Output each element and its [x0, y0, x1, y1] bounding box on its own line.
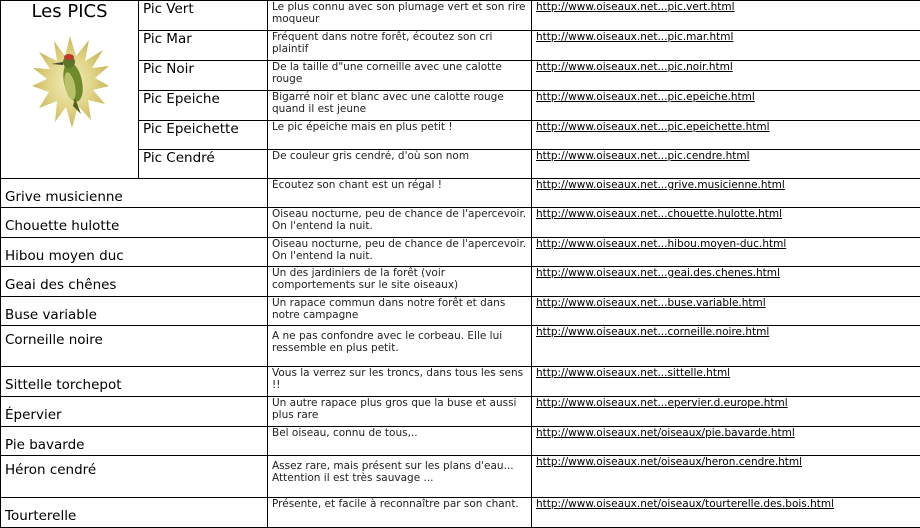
link-pic-epeiche[interactable]: http://www.oiseaux.net...pic.epeiche.html — [536, 91, 755, 103]
link-pie[interactable]: http://www.oiseaux.net/oiseaux/pie.bavarde.html — [536, 427, 795, 439]
bird-name-pic-epeichette: Pic Epeichette — [139, 121, 268, 150]
bird-desc-epervier: Un autre rapace plus gros que la buse et aussi plus rare — [268, 397, 532, 427]
table-row — [1, 1, 920, 31]
pics-title-cell — [1, 1, 139, 179]
table-row — [1, 91, 920, 121]
bird-desc-hibou: Oiseau nocturne, peu de chance de l'apercevoir. On l'entend la nuit. — [268, 238, 532, 267]
table-row — [1, 456, 920, 498]
link-geai[interactable]: http://www.oiseaux.net...geai.des.chenes.html — [536, 267, 780, 279]
table-row — [1, 297, 920, 326]
bird-name-buse: Buse variable — [1, 297, 268, 326]
bird-name-pic-mar: Pic Mar — [139, 31, 268, 61]
bird-desc-pic-cendre: De couleur gris cendré, d'où son nom — [268, 150, 532, 179]
bird-desc-buse: Un rapace commun dans notre forêt et dans notre campagne — [268, 297, 532, 326]
table-row — [1, 121, 920, 150]
bird-name-pic-cendre: Pic Cendré — [139, 150, 268, 179]
bird-desc-pic-epeiche: Bigarré noir et blanc avec une calotte rouge quand il est jeune — [268, 91, 532, 121]
table-row — [1, 31, 920, 61]
bird-name-pie: Pie bavarde — [1, 427, 268, 456]
link-chouette[interactable]: http://www.oiseaux.net...chouette.hulotte.html — [536, 208, 783, 220]
bird-name-geai: Geai des chênes — [1, 267, 268, 297]
bird-name-hibou: Hibou moyen duc — [1, 238, 268, 267]
bird-name-pic-epeiche: Pic Epeiche — [139, 91, 268, 121]
bird-desc-corneille: A ne pas confondre avec le corbeau. Elle lui ressemble en plus petit. — [268, 326, 532, 367]
link-grive[interactable]: http://www.oiseaux.net...grive.musicienne.html — [536, 179, 785, 191]
bird-name-epervier: Épervier — [1, 397, 268, 427]
bird-desc-pie: Bel oiseau, connu de tous,.. — [268, 427, 532, 456]
bird-name-heron: Héron cendré — [1, 456, 268, 498]
link-heron[interactable]: http://www.oiseaux.net/oiseaux/heron.cendre.html — [536, 456, 803, 468]
bird-desc-pic-epeichette: Le pic épeiche mais en plus petit ! — [268, 121, 532, 150]
table-row — [1, 150, 920, 179]
bird-desc-pic-vert: Le plus connu avec son plumage vert et son rire moqueur — [268, 1, 532, 31]
link-pic-epeichette[interactable]: http://www.oiseaux.net...pic.epeichette.html — [536, 121, 770, 133]
section-title: Les PICS — [31, 1, 108, 22]
link-sittelle[interactable]: http://www.oiseaux.net...sittelle.html — [536, 367, 731, 379]
bird-name-grive: Grive musicienne — [1, 179, 268, 208]
link-pic-mar[interactable]: http://www.oiseaux.net...pic.mar.html — [536, 31, 734, 43]
table-row — [1, 367, 920, 397]
link-hibou[interactable]: http://www.oiseaux.net...hibou.moyen-duc.html — [536, 238, 787, 250]
bird-desc-grive: Écoutez son chant est un régal ! — [268, 179, 532, 208]
bird-name-pic-noir: Pic Noir — [139, 61, 268, 91]
woodpecker-image — [29, 34, 111, 130]
table-row — [1, 208, 920, 238]
table-row — [1, 267, 920, 297]
bird-name-chouette: Chouette hulotte — [1, 208, 268, 238]
link-pic-vert[interactable]: http://www.oiseaux.net...pic.vert.html — [536, 1, 735, 13]
bird-name-tourterelle: Tourterelle — [1, 498, 268, 528]
table-row — [1, 61, 920, 91]
link-corneille[interactable]: http://www.oiseaux.net...corneille.noire.html — [536, 326, 770, 338]
bird-name-sittelle: Sittelle torchepot — [1, 367, 268, 397]
bird-desc-sittelle: Vous la verrez sur les troncs, dans tous les sens !! — [268, 367, 532, 397]
bird-desc-heron: Assez rare, mais présent sur les plans d'eau... Attention il est très sauvage ... — [268, 456, 532, 498]
bird-desc-geai: Un des jardiniers de la forêt (voir comportements sur le site oiseaux) — [268, 267, 532, 297]
table-row — [1, 179, 920, 208]
link-buse[interactable]: http://www.oiseaux.net...buse.variable.html — [536, 297, 766, 309]
bird-desc-tourterelle: Présente, et facile à reconnaître par son chant. — [268, 498, 532, 528]
table-row — [1, 498, 920, 528]
bird-name-pic-vert: Pic Vert — [139, 1, 268, 31]
bird-desc-pic-noir: De la taille d"une corneille avec une calotte rouge — [268, 61, 532, 91]
link-pic-noir[interactable]: http://www.oiseaux.net...pic.noir.html — [536, 61, 733, 73]
link-epervier[interactable]: http://www.oiseaux.net...epervier.d.europe.html — [536, 397, 788, 409]
bird-name-corneille: Corneille noire — [1, 326, 268, 367]
table-row — [1, 326, 920, 367]
bird-desc-pic-mar: Fréquent dans notre forêt, écoutez son cri plaintif — [268, 31, 532, 61]
table-row — [1, 427, 920, 456]
bird-desc-chouette: Oiseau nocturne, peu de chance de l'apercevoir. On l'entend la nuit. — [268, 208, 532, 238]
table-row — [1, 397, 920, 427]
link-pic-cendre[interactable]: http://www.oiseaux.net...pic.cendre.html — [536, 150, 750, 162]
link-tourterelle[interactable]: http://www.oiseaux.net/oiseaux/tourterelle.des.bois.html — [536, 498, 835, 510]
table-row — [1, 238, 920, 267]
